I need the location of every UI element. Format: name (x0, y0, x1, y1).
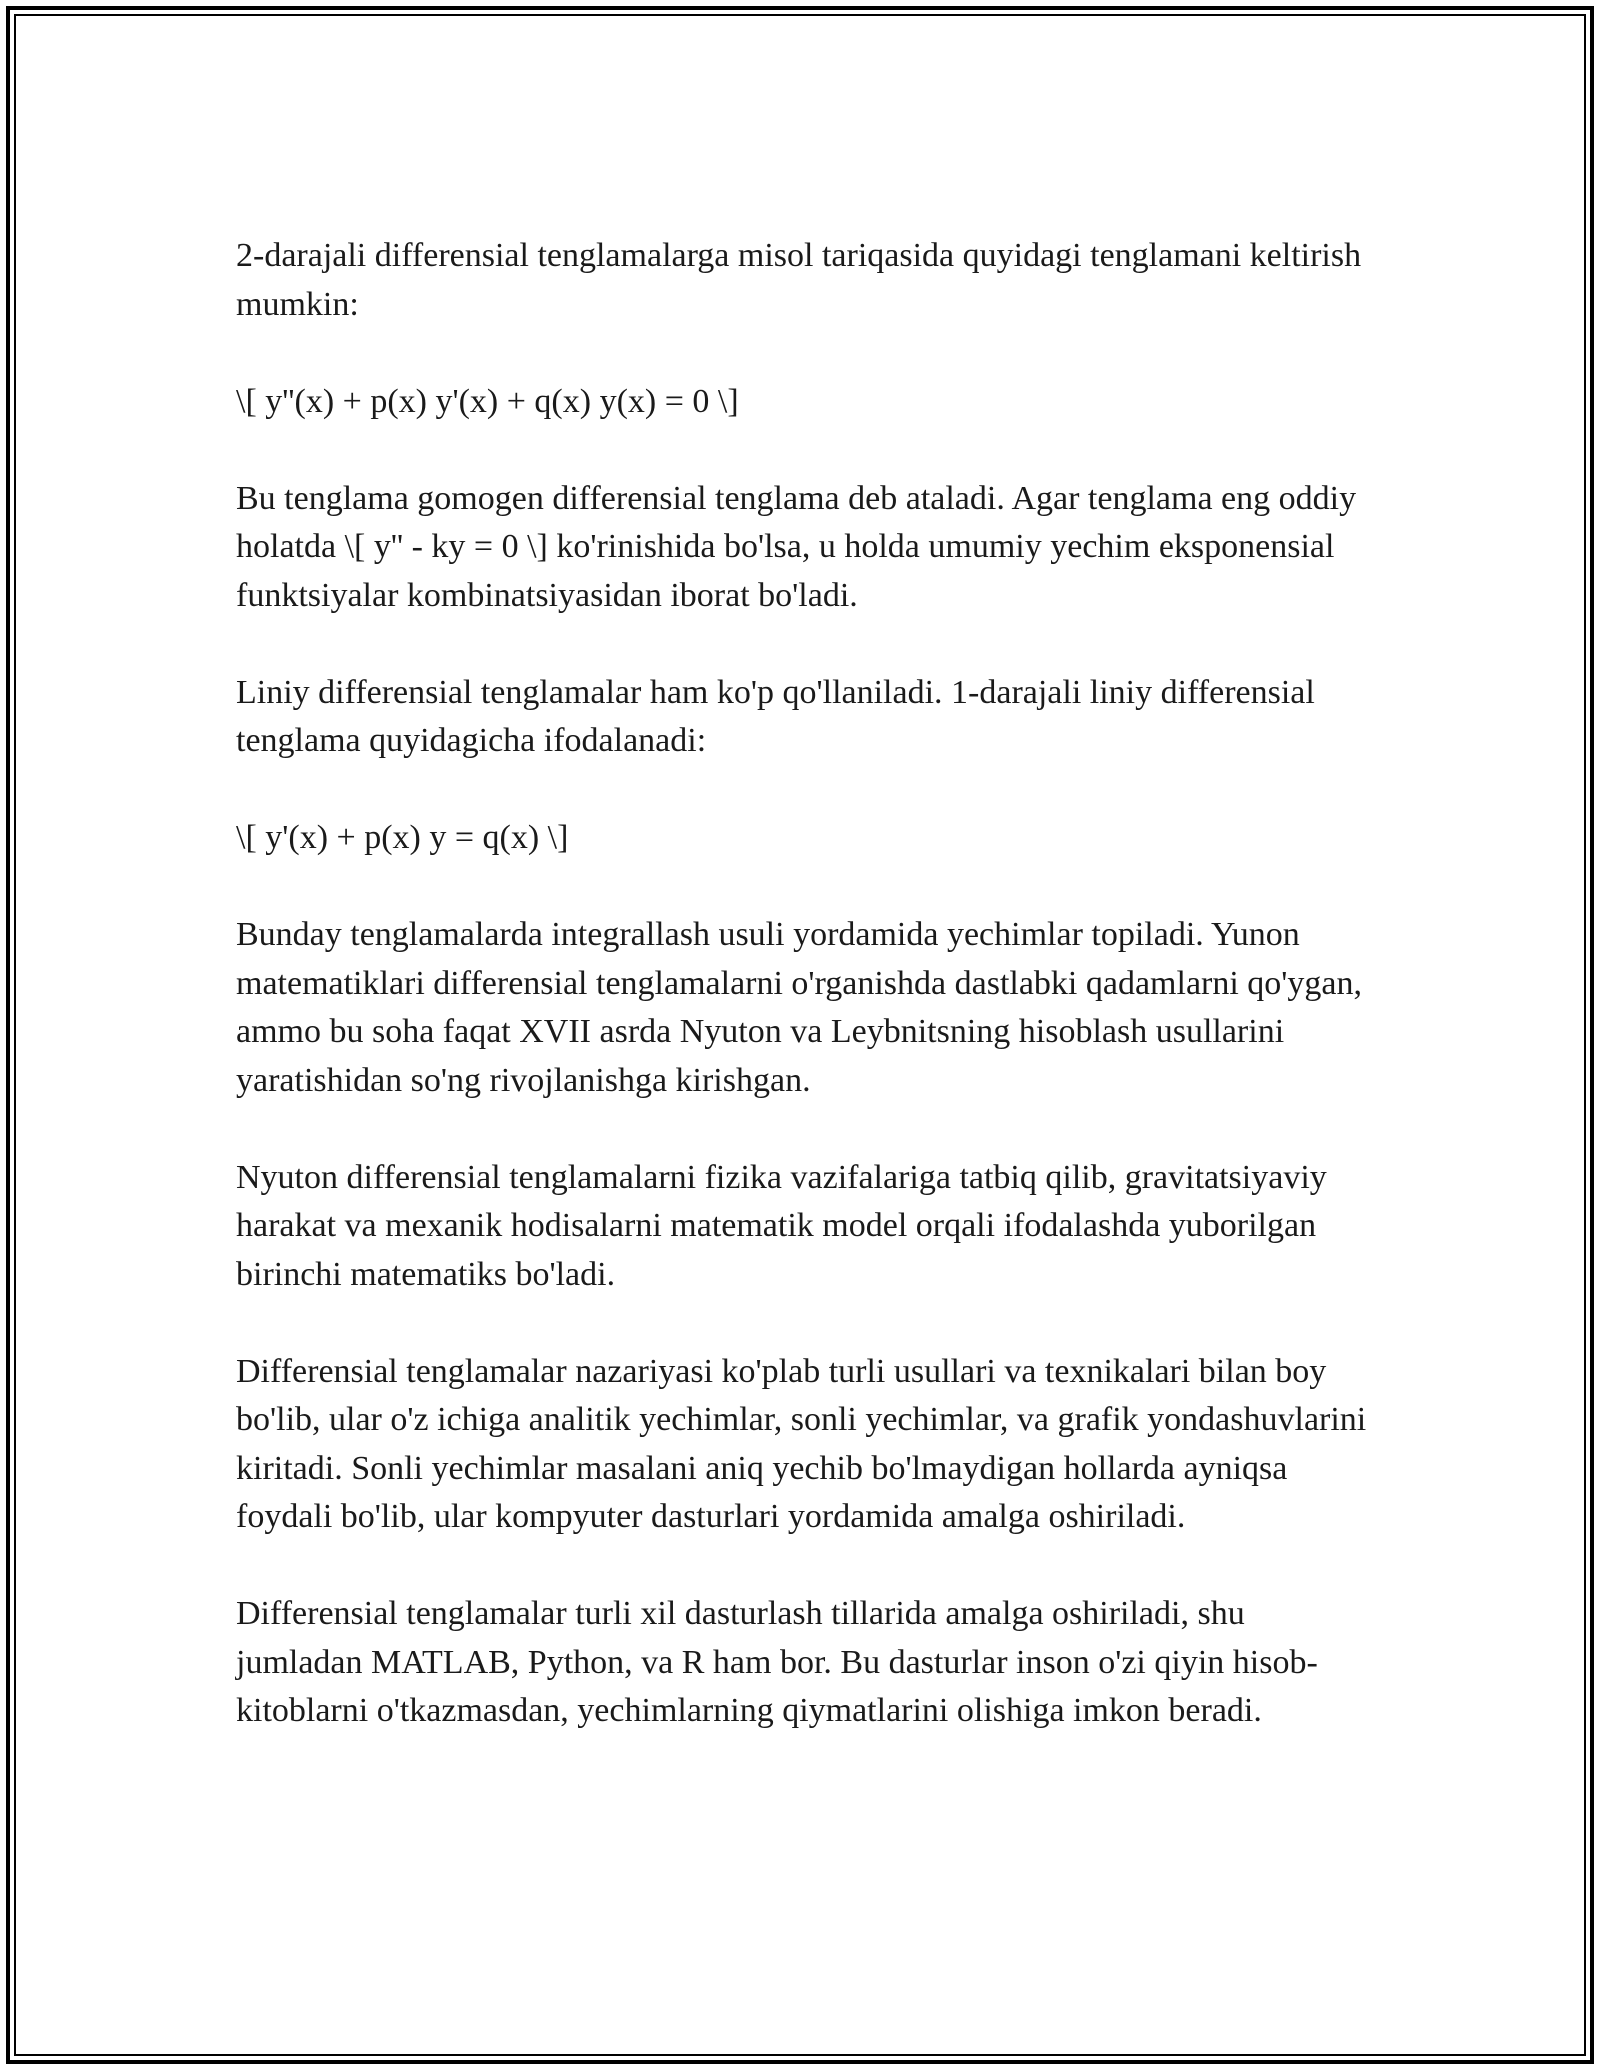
paragraph-newton: Nyuton differensial tenglamalarni fizika vazifalariga tatbiq qilib, gravitatsiyaviy harakat va mexanik hodisalarni matematik model orqali ifodalashda yuborilgan birinchi matematiks bo'ladi. (236, 1158, 1327, 1293)
paragraph-history: Bunday tenglamalarda integrallash usuli yordamida yechimlar topiladi. Yunon matematiklari differensial tenglamalarni o'rganishda dastlabki qadamlarni qo'ygan, ammo bu soha faqat XVII asrda Nyuton va Leybnitsning hisoblash usullarini yaratishidan so'ng rivojlanishga kirishgan. (236, 916, 1363, 1099)
paragraph-programming: Differensial tenglamalar turli xil dasturlash tillarida amalga oshiriladi, shu jumladan MATLAB, Python, va R ham bor. Bu dasturlar inson o'zi qiyin hisob-kitoblarni o'tkazmasdan, yechimlarning qiymatlarini olishiga imkon beradi. (236, 1595, 1318, 1729)
equation-first-order: \[ y'(x) + p(x) y = q(x) \] (236, 819, 569, 856)
document-body (236, 232, 1376, 1736)
paragraph-theory: Differensial tenglamalar nazariyasi ko'plab turli usullari va texnikalari bilan boy bo'lib, ular o'z ichiga analitik yechimlar, sonli yechimlar, va grafik yondashuvlarini kiritadi. Sonli yechimlar masalani aniq yechib bo'lmaydigan hollarda ayniqsa foydali bo'lib, ular kompyuter dasturlari yordamida amalga oshiriladi. (236, 1352, 1367, 1535)
paragraph-intro: 2-darajali differensial tenglamalarga misol tariqasida quyidagi tenglamani keltirish mumkin: (236, 237, 1362, 323)
equation-second-order: \[ y''(x) + p(x) y'(x) + q(x) y(x) = 0 \] (236, 382, 739, 420)
paragraph-homogeneous: Bu tenglama gomogen differensial tenglama deb ataladi. Agar tenglama eng oddiy holatda \[ y'' - ky = 0 \] ko'rinishida bo'lsa, u holda umumiy yechim eksponensial funktsiyalar kombinatsiyasidan iborat bo'ladi. (236, 479, 1357, 614)
paragraph-linear: Liniy differensial tenglamalar ham ko'p qo'llaniladi. 1-darajali liniy differensial tenglama quyidagicha ifodalanadi: (236, 673, 1315, 759)
